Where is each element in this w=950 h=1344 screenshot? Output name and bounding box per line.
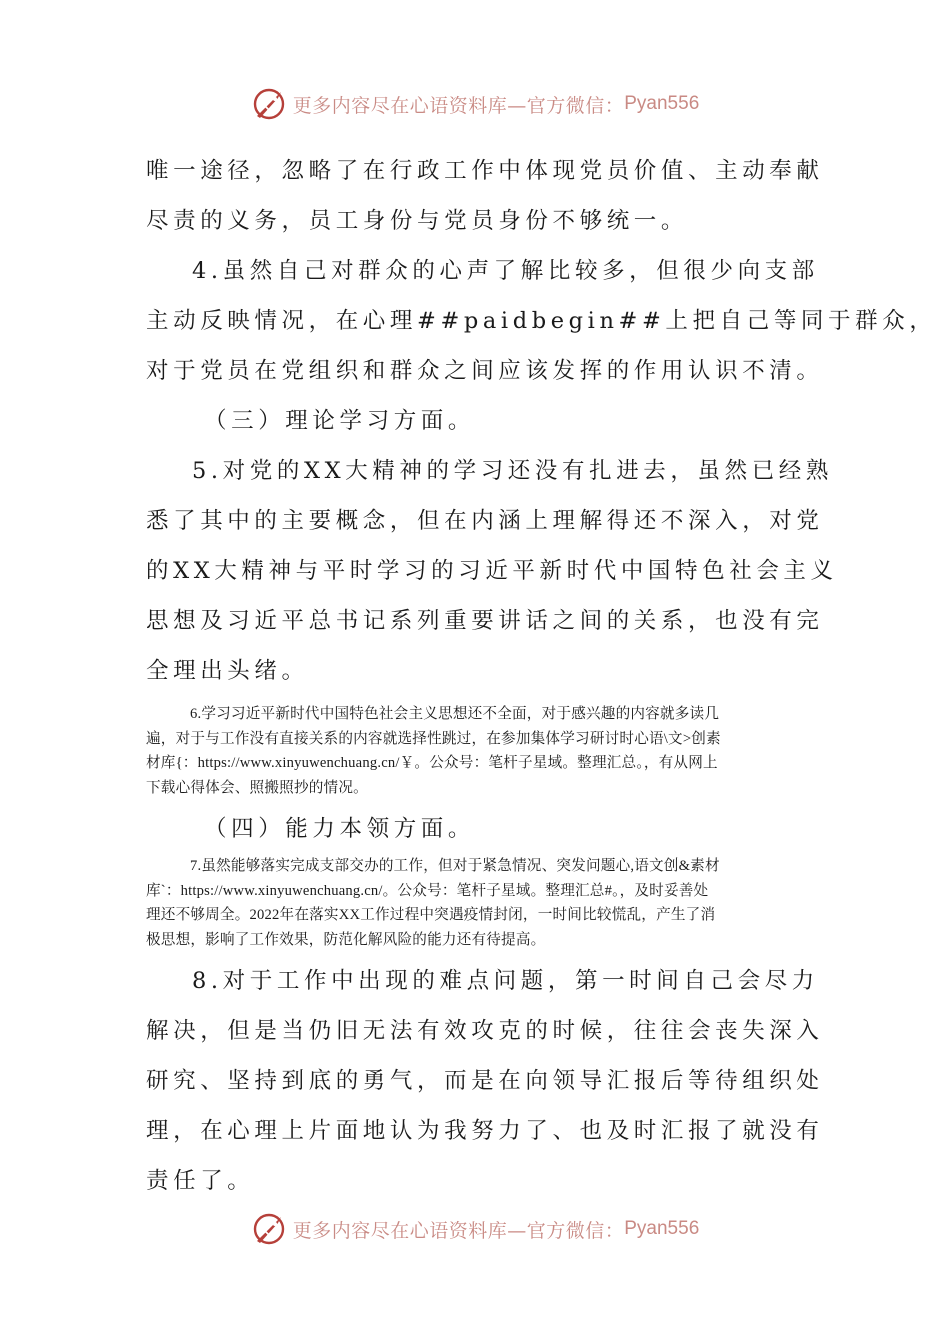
paragraph-line: 研究、坚持到底的勇气，而是在向领导汇报后等待组织处 <box>146 1068 824 1094</box>
paragraph-line: 唯一途径，忽略了在行政工作中体现党员价值、主动奉献 <box>146 158 824 184</box>
section-heading-3: （三）理论学习方面。 <box>204 408 476 434</box>
paragraph-line: 对于党员在党组织和群众之间应该发挥的作用认识不清。 <box>146 358 824 384</box>
paragraph-line: 5.对党的XX大精神的学习还没有扎进去，虽然已经熟 <box>192 458 834 484</box>
banner-text: 更多内容尽在心语资料库—官方微信： <box>292 1219 625 1242</box>
small-paragraph-7 <box>146 854 808 952</box>
header-banner <box>0 84 950 124</box>
banner-wechat-id: Pyan556 <box>624 1218 700 1239</box>
paragraph-line: 理，在心理上片面地认为我努力了、也及时汇报了就没有 <box>146 1118 824 1144</box>
pen-nib-circle-icon <box>251 86 287 122</box>
small-paragraph-line: 下载心得体会、照搬照抄的情况。 <box>146 779 368 796</box>
small-paragraph-line: 7.虽然能够落实完成支部交办的工作，但对于紧急情况、突发问题心,语文创&素材 <box>190 858 720 874</box>
paragraph-line: 的XX大精神与平时学习的习近平新时代中国特色社会主义 <box>146 558 838 584</box>
small-paragraph-line: 库`：https://www.xinyuwenchuang.cn/。公众号：笔杆子星域。整理汇总#。，及时妥善处 <box>146 882 709 899</box>
paragraph-line: 主动反映情况，在心理##paidbegin##上把自己等同于群众， <box>146 308 937 334</box>
pen-nib-circle-icon <box>251 1211 287 1247</box>
small-paragraph-line: 材库{：https://www.xinyuwenchuang.cn/￥。公众号：笔杆子星域。整理汇总。，有从网上 <box>146 755 718 771</box>
small-paragraph-line: 遍，对于与工作没有直接关系的内容就选择性跳过，在参加集体学习研讨时心语\文>创素 <box>146 730 721 747</box>
footer-banner <box>0 1209 950 1249</box>
section-heading-4: （四）能力本领方面。 <box>204 816 476 842</box>
small-paragraph-line: 理还不够周全。2022年在落实XX工作过程中突遇疫情封闭，一时间比较慌乱，产生了消 <box>146 907 716 923</box>
paragraph-line: 全理出头绪。 <box>146 658 309 684</box>
paragraph-line: 责任了。 <box>146 1168 255 1194</box>
paragraph-line: 4.虽然自己对群众的心声了解比较多，但很少向支部 <box>192 258 819 284</box>
banner-text: 更多内容尽在心语资料库—官方微信： <box>292 94 625 117</box>
paragraph-line: 悉了其中的主要概念，但在内涵上理解得还不深入，对党 <box>146 508 824 534</box>
paragraph-line: 8.对于工作中出现的难点问题，第一时间自己会尽力 <box>192 968 819 994</box>
paragraph-line: 解决，但是当仍旧无法有效攻克的时候，往往会丧失深入 <box>146 1018 824 1044</box>
small-paragraph-6 <box>146 702 808 800</box>
small-paragraph-line: 6.学习习近平新时代中国特色社会主义思想还不全面，对于感兴趣的内容就多读几 <box>190 706 720 722</box>
paragraph-line: 思想及习近平总书记系列重要讲话之间的关系，也没有完 <box>146 608 824 634</box>
document-body <box>146 146 937 1206</box>
small-paragraph-line: 极思想，影响了工作效果，防范化解风险的能力还有待提高。 <box>146 931 546 948</box>
banner-wechat-id: Pyan556 <box>624 93 700 114</box>
paragraph-line: 尽责的义务，员工身份与党员身份不够统一。 <box>146 208 689 234</box>
